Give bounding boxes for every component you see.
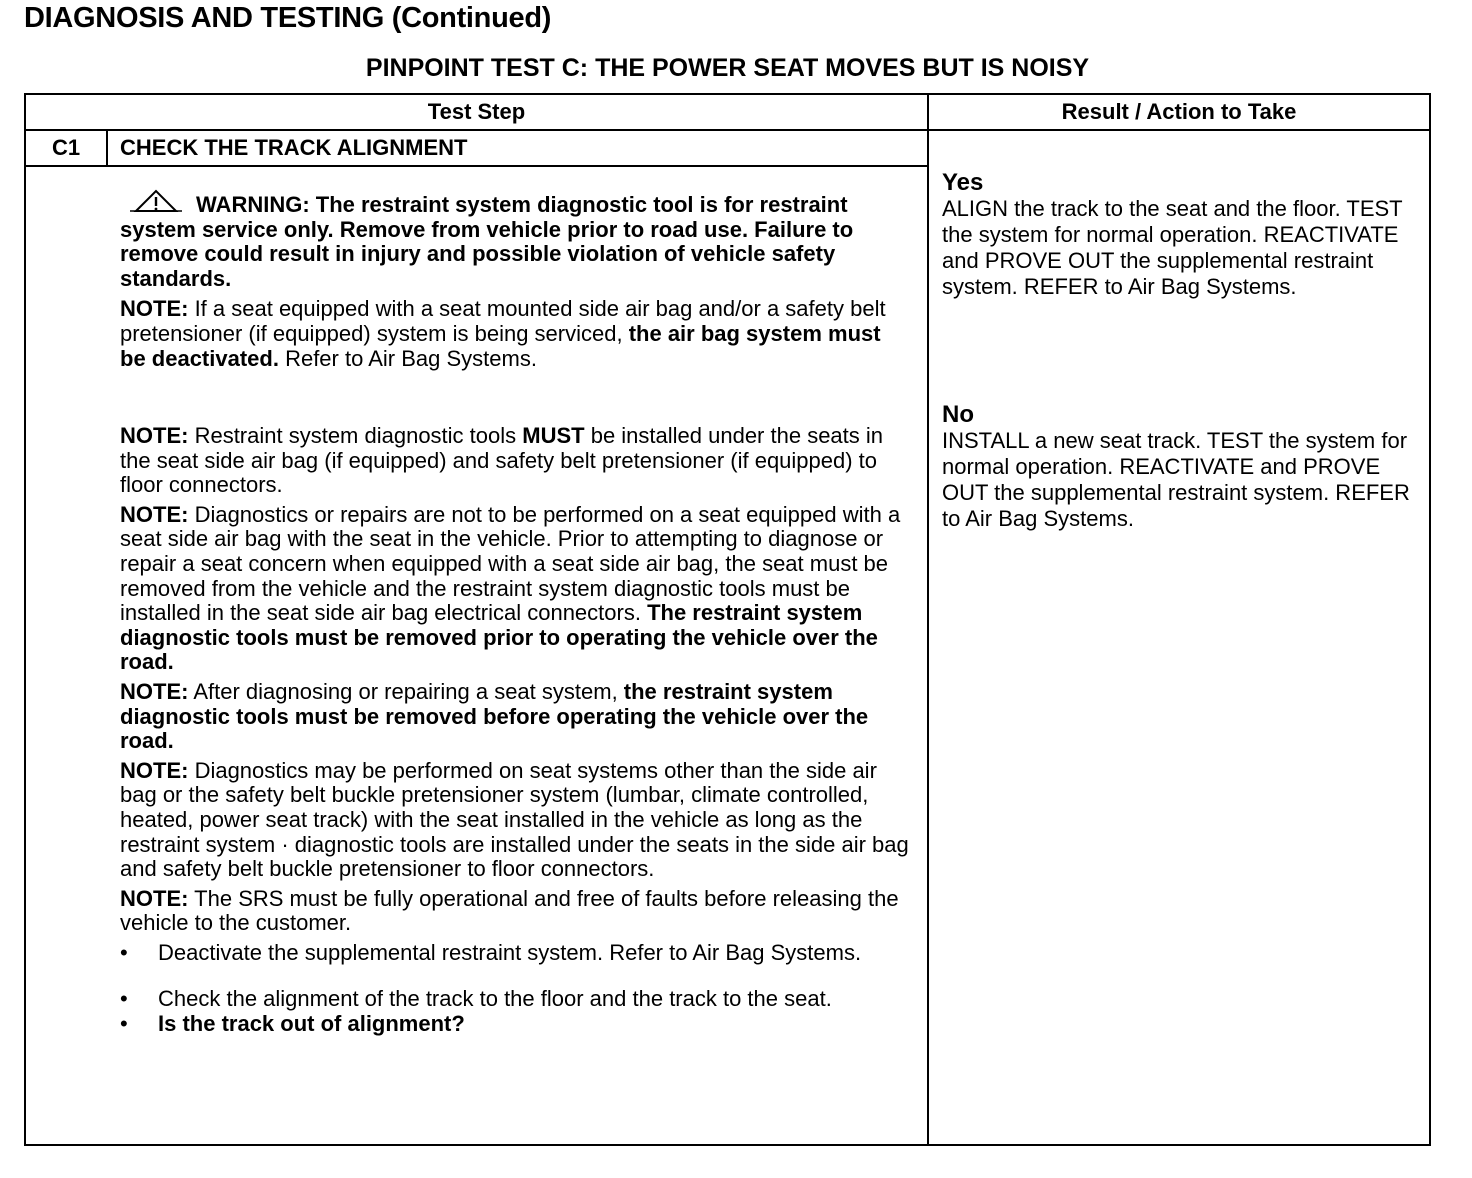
bullet-dot: • <box>120 1011 128 1037</box>
note-6-text: The SRS must be fully operational and free of faults before releasing the vehicle to the customer. <box>120 885 899 936</box>
note-1-bold: the air bag system must be deactivated. <box>120 320 881 371</box>
note-6 <box>120 887 910 936</box>
note-3-label: NOTE: <box>120 501 189 527</box>
warning-text: WARNING: The restraint system diagnostic tool is for restraint system service only. Remove from vehicle prior to road use. Failure to remove could result in injury and possible violation of vehicle safety standards. <box>120 192 854 291</box>
note-4-bold: the restraint system diagnostic tools must be removed before operating the vehicle over the road. <box>120 678 869 754</box>
result-no-text: INSTALL a new seat track. TEST the system for normal operation. REACTIVATE and PROVE OUT the supplemental restraint system. REFER to Air Bag Systems. <box>942 428 1410 531</box>
bullet-dot: • <box>120 986 128 1012</box>
step-title: CHECK THE TRACK ALIGNMENT <box>120 135 468 160</box>
note-6-label: NOTE: <box>120 885 189 911</box>
page-header: DIAGNOSIS AND TESTING (Continued) <box>24 2 552 34</box>
step-title-divider <box>26 165 927 167</box>
note-4-label: NOTE: <box>120 678 189 704</box>
result-no <box>942 402 1422 532</box>
result-yes-text: ALIGN the track to the seat and the floor. TEST the system for normal operation. REACTIVATE and PROVE OUT the supplemental restraint system. REFER to Air Bag Systems. <box>942 196 1403 299</box>
bullet-text: Check the alignment of the track to the floor and the track to the seat. <box>158 986 832 1012</box>
bullet-item <box>120 941 910 966</box>
bullet-item <box>120 987 910 1012</box>
note-5 <box>120 759 910 882</box>
note-1-label: NOTE: <box>120 296 189 322</box>
warning-block <box>120 188 910 376</box>
bullet-question: Is the track out of alignment? <box>158 1011 465 1037</box>
warning-triangle-icon <box>130 188 182 214</box>
bullet-text: Deactivate the supplemental restraint system. Refer to Air Bag Systems. <box>158 939 862 965</box>
note-3-text: Diagnostics or repairs are not to be performed on a seat equipped with a seat side air bag with the seat in the vehicle. Prior to attempting to diagnose or repair a seat concern when equipped with a seat side air bag, the seat must be removed from the vehicle and the restraint system diagnostic tools must be installed in the seat side air bag electrical connectors. <box>120 501 901 626</box>
note-4 <box>120 680 910 754</box>
column-header-result: Result / Action to Take <box>1061 99 1297 124</box>
result-yes <box>942 170 1422 300</box>
pinpoint-test-title: PINPOINT TEST C: THE POWER SEAT MOVES BUT IS NOISY <box>365 54 1090 82</box>
note-4-text: After diagnosing or repairing a seat system, <box>188 678 624 704</box>
notes-block <box>120 424 910 1037</box>
bullet-item <box>120 1012 910 1037</box>
note-2-text-a: Restraint system diagnostic tools <box>188 423 523 448</box>
note-2 <box>120 424 910 498</box>
step-id: C1 <box>51 135 81 160</box>
note-5-label: NOTE: <box>120 757 189 783</box>
column-header-test-step: Test Step <box>427 99 526 124</box>
note-3-bold: The restraint system diagnostic tools must be removed prior to operating the vehicle over the road. <box>120 600 878 675</box>
step-id-divider <box>106 131 108 165</box>
note-3 <box>120 503 910 675</box>
note-5-text: Diagnostics may be performed on seat systems other than the side air bag or the safety belt buckle pretensioner system (lumbar, climate controlled, heated, power seat track) with the seat installed in the vehicle as long as the restraint system · diagnostic tools are installed under the seats in the side air bag and safety belt buckle pretensioner to floor connectors. <box>120 757 909 882</box>
note-2-bold: MUST <box>522 423 585 448</box>
warning-paragraph <box>120 188 910 291</box>
step-bullets <box>120 941 910 1037</box>
note-1-tail: Refer to Air Bag Systems. <box>278 345 537 371</box>
column-divider <box>927 95 929 1144</box>
note-2-text-b: be installed under the seats in the seat side air bag (if equipped) and safety belt pretensioner (if equipped) to floor connectors. <box>120 423 884 498</box>
result-yes-label: Yes <box>942 169 984 196</box>
note-1 <box>120 297 910 371</box>
note-1-text: If a seat equipped with a seat mounted side air bag and/or a safety belt pretensioner (if equipped) system is being serviced, <box>120 296 886 346</box>
bullet-dot: • <box>120 939 128 965</box>
note-2-label: NOTE: <box>120 423 189 448</box>
result-no-label: No <box>942 401 974 428</box>
